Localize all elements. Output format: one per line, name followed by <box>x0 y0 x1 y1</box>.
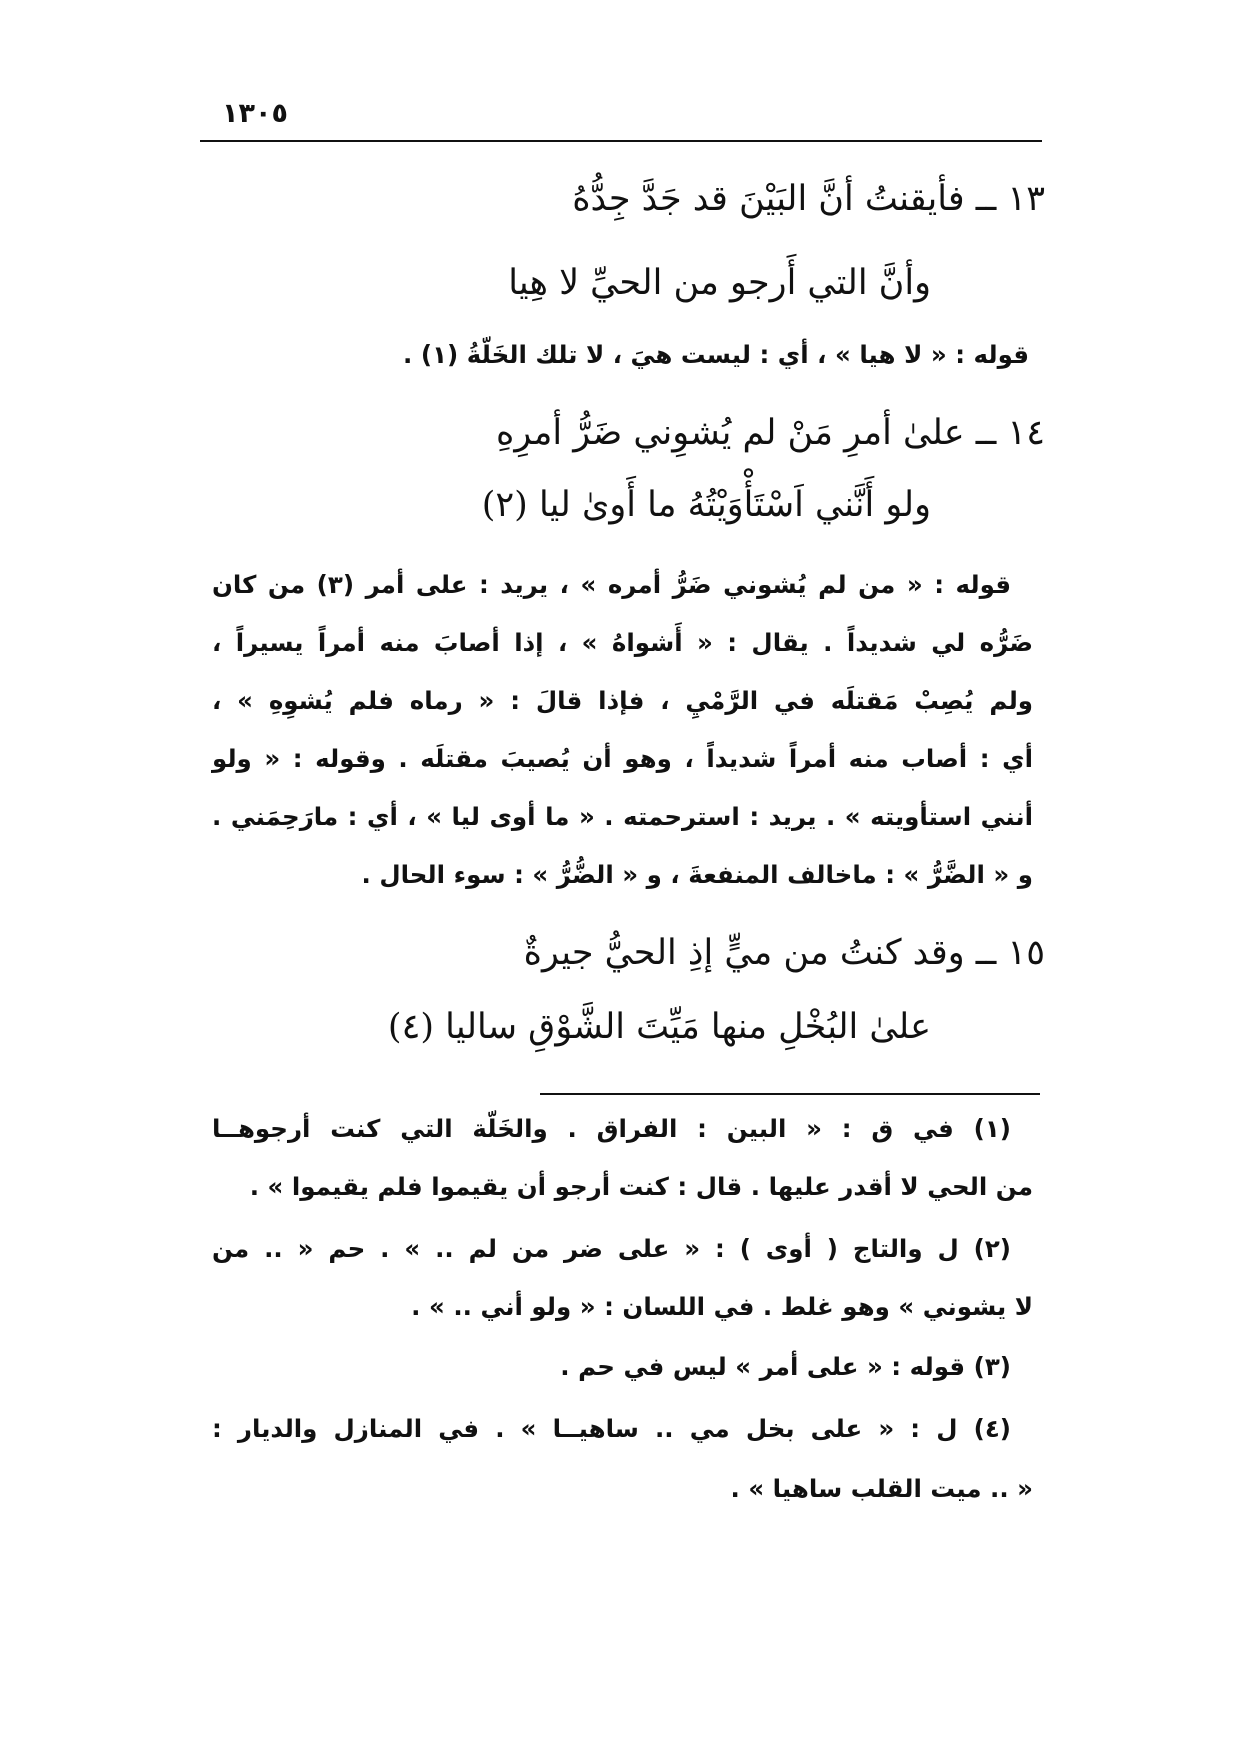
footnote-rule <box>540 1093 1040 1095</box>
footnote-line: من الحي لا أقدر عليها . قال : كنت أرجو أن يقيموا فلم يقيموا » . <box>249 1172 1033 1201</box>
verse-14-first-hemistich: ١٤ ــ علىٰ أمرِ مَنْ لم يُشوِني ضَرُّ أمرِهِ <box>495 413 1045 453</box>
footnote-line: (٤) ل : « على بخل مي .. ساهيــا » . في المنازل والديار : <box>212 1414 1011 1443</box>
verse-15-second-hemistich: علىٰ البُخْلِ منها مَيِّتَ الشَّوْقِ ساليا (٤) <box>387 1007 931 1047</box>
verse-13-second-hemistich: وأنَّ التي أَرجو من الحيِّ لا هِيا <box>508 263 931 303</box>
commentary-line: أي : أصاب منه أمراً شديداً ، وهو أن يُصيبَ مقتلَه . وقوله : « ولو <box>212 744 1033 773</box>
commentary-line: ضَرُّه لي شديداً . يقال : « أَشواهُ » ، إذا أصابَ منه أمراً يسيراً ، <box>212 628 1033 657</box>
commentary-line: أنني استأويته » . يريد : استرحمته . « ما أوى ليا » ، أي : مارَحِمَني . <box>212 802 1033 831</box>
header-rule <box>200 140 1042 142</box>
commentary-line: ولم يُصِبْ مَقتلَه في الرَّمْيِ ، فإذا قالَ : « رماه فلم يُشوِهِ » ، <box>212 686 1033 715</box>
verse-13-first-hemistich: ١٣ ــ فأيقنتُ أنَّ البَيْنَ قد جَدَّ جِدُّهُ <box>572 179 1045 219</box>
footnote-line: (١) في ق : « البين : الفراق . والخَلّة التي كنت أرجوهــا <box>212 1114 1011 1143</box>
commentary-verse-13: قوله : « لا هيا » ، أي : ليست هيَ ، لا تلك الخَلّةُ (١) . <box>403 340 1029 369</box>
verse-15-first-hemistich: ١٥ ــ وقد كنتُ من ميٍّ إذِ الحيُّ جيرةٌ <box>523 933 1045 973</box>
footnote-line: « .. ميت القلب ساهيا » . <box>730 1474 1033 1503</box>
footnote-line: لا يشوني » وهو غلط . في اللسان : « ولو أني .. » . <box>411 1292 1033 1321</box>
commentary-line: و « الضَّرُّ » : ماخالف المنفعةَ ، و « الضُّرُّ » : سوء الحال . <box>361 860 1033 889</box>
footnote-line: (٢) ل والتاج ( أوى ) : « على ضر من لم .. » . حم « .. من <box>212 1234 1011 1263</box>
verse-14-second-hemistich: ولو أَنَّني اَسْتَأْوَيْتُهُ ما أَوىٰ ليا (٢) <box>481 485 931 525</box>
page-number: ١٣٠٥ <box>222 98 288 129</box>
commentary-line: قوله : « من لم يُشوني ضَرُّ أمره » ، يريد : على أمر (٣) من كان <box>212 570 1011 599</box>
footnote-line: (٣) قوله : « على أمر » ليس في حم . <box>560 1352 1011 1381</box>
